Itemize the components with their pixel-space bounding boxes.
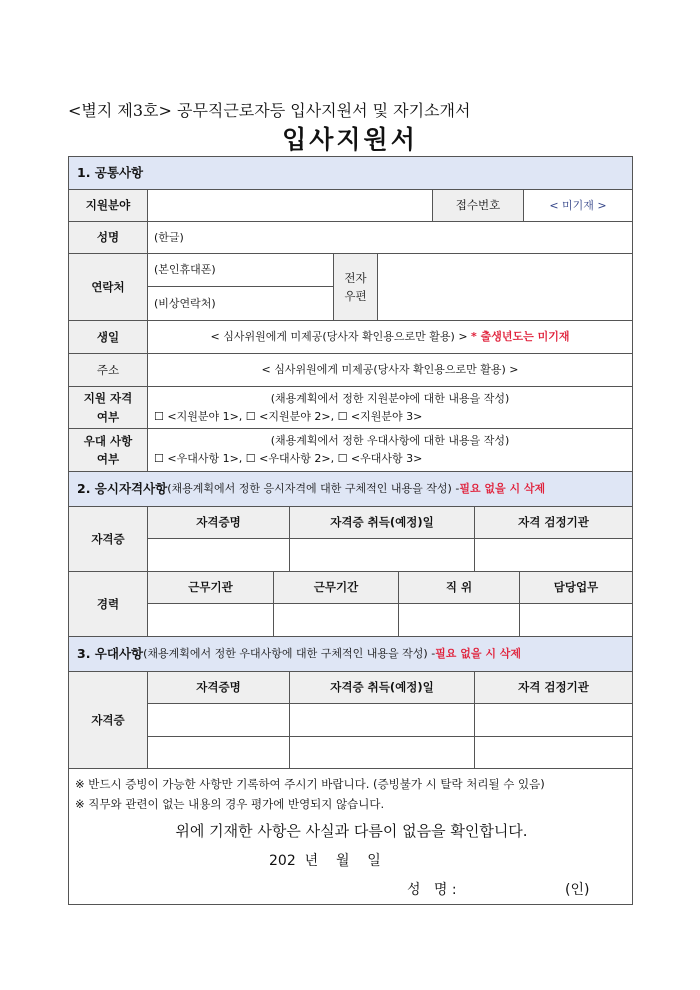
pref-cert-cell[interactable] — [474, 736, 633, 769]
col-cert-org: 자격 검정기관 — [474, 671, 633, 704]
preference-input[interactable]: (채용계획에서 정한 우대사항에 대한 내용을 작성) ☐ <우대사항 1>, ☐ <우대사항 2>, ☐ <우대사항 3> — [147, 428, 633, 472]
col-cert-org: 자격 검정기관 — [474, 506, 633, 539]
section3-header: 3. 우대사항 (채용계획에서 정한 우대사항에 대한 구체적인 내용을 작성) - 필요 없을 시 삭제 — [68, 636, 633, 672]
col-cert-date: 자격증 취득(예정)일 — [289, 506, 475, 539]
col-cert-name: 자격증명 — [147, 506, 290, 539]
career-cell[interactable] — [398, 603, 520, 637]
section2-header: 2. 응시자격사항 (채용계획에서 정한 응시자격에 대한 구체적인 내용을 작성) - 필요 없을 시 삭제 — [68, 471, 633, 507]
email-input[interactable] — [377, 253, 633, 321]
label-cert: 자격증 — [68, 506, 148, 572]
form-subtitle: <별지 제3호> 공무직근로자등 입사지원서 및 자기소개서 — [68, 101, 471, 120]
pref-cert-cell[interactable] — [289, 736, 475, 769]
col-cert-name: 자격증명 — [147, 671, 290, 704]
page-title: 입사지원서 — [282, 125, 418, 154]
label-receipt: 접수번호 — [432, 189, 524, 222]
signature-label: 성 명 : — [407, 882, 457, 898]
label-preference: 우대 사항 여부 — [68, 428, 148, 472]
confirm-statement: 위에 기재한 사항은 사실과 다름이 없음을 확인합니다. — [175, 822, 528, 840]
pref-cert-cell[interactable] — [147, 736, 290, 769]
career-cell[interactable] — [147, 603, 274, 637]
label-pref-cert: 자격증 — [68, 671, 148, 769]
cert-cell[interactable] — [289, 538, 475, 572]
col-career-org: 근무기관 — [147, 571, 274, 604]
cert-cell[interactable] — [474, 538, 633, 572]
emergency-input[interactable]: (비상연락처) — [147, 286, 334, 321]
footer-note-1: ※ 반드시 증빙이 가능한 사항만 기록하여 주시기 바랍니다. (증빙불가 시 탈락 처리될 수 있음) — [75, 777, 545, 791]
footer-note-2: ※ 직무와 관련이 없는 내용의 경우 평가에 반영되지 않습니다. — [75, 797, 385, 811]
label-birth: 생일 — [68, 320, 148, 354]
pref-cert-cell[interactable] — [147, 703, 290, 737]
pref-cert-cell[interactable] — [289, 703, 475, 737]
label-email: 전자 우편 — [333, 253, 378, 321]
label-field: 지원분야 — [68, 189, 148, 222]
cert-cell[interactable] — [147, 538, 290, 572]
col-cert-date: 자격증 취득(예정)일 — [289, 671, 475, 704]
section1-header: 1. 공통사항 — [68, 156, 633, 190]
label-name: 성명 — [68, 221, 148, 254]
field-input[interactable] — [147, 189, 433, 222]
birth-input[interactable]: < 심사위원에게 미제공(당사자 확인용으로만 활용) > * 출생년도는 미기재 — [147, 320, 633, 354]
label-qualification: 지원 자격 여부 — [68, 386, 148, 429]
label-contact: 연락처 — [68, 253, 148, 321]
qualification-input[interactable]: (채용계획에서 정한 지원분야에 대한 내용을 작성) ☐ <지원분야 1>, ☐ <지원분야 2>, ☐ <지원분야 3> — [147, 386, 633, 429]
mobile-input[interactable]: (본인휴대폰) — [147, 253, 334, 287]
label-career: 경력 — [68, 571, 148, 637]
date-line[interactable]: 202 년 월 일 — [269, 853, 381, 869]
col-career-period: 근무기간 — [273, 571, 399, 604]
address-input[interactable]: < 심사위원에게 미제공(당사자 확인용으로만 활용) > — [147, 353, 633, 387]
col-career-duty: 담당업무 — [519, 571, 633, 604]
receipt-value: < 미기재 > — [523, 189, 633, 222]
col-career-position: 직 위 — [398, 571, 520, 604]
seal-mark[interactable]: (인) — [565, 882, 590, 898]
footer-box — [68, 768, 633, 905]
name-input[interactable]: (한글) — [147, 221, 633, 254]
career-cell[interactable] — [519, 603, 633, 637]
label-address: 주소 — [68, 353, 148, 387]
pref-cert-cell[interactable] — [474, 703, 633, 737]
career-cell[interactable] — [273, 603, 399, 637]
